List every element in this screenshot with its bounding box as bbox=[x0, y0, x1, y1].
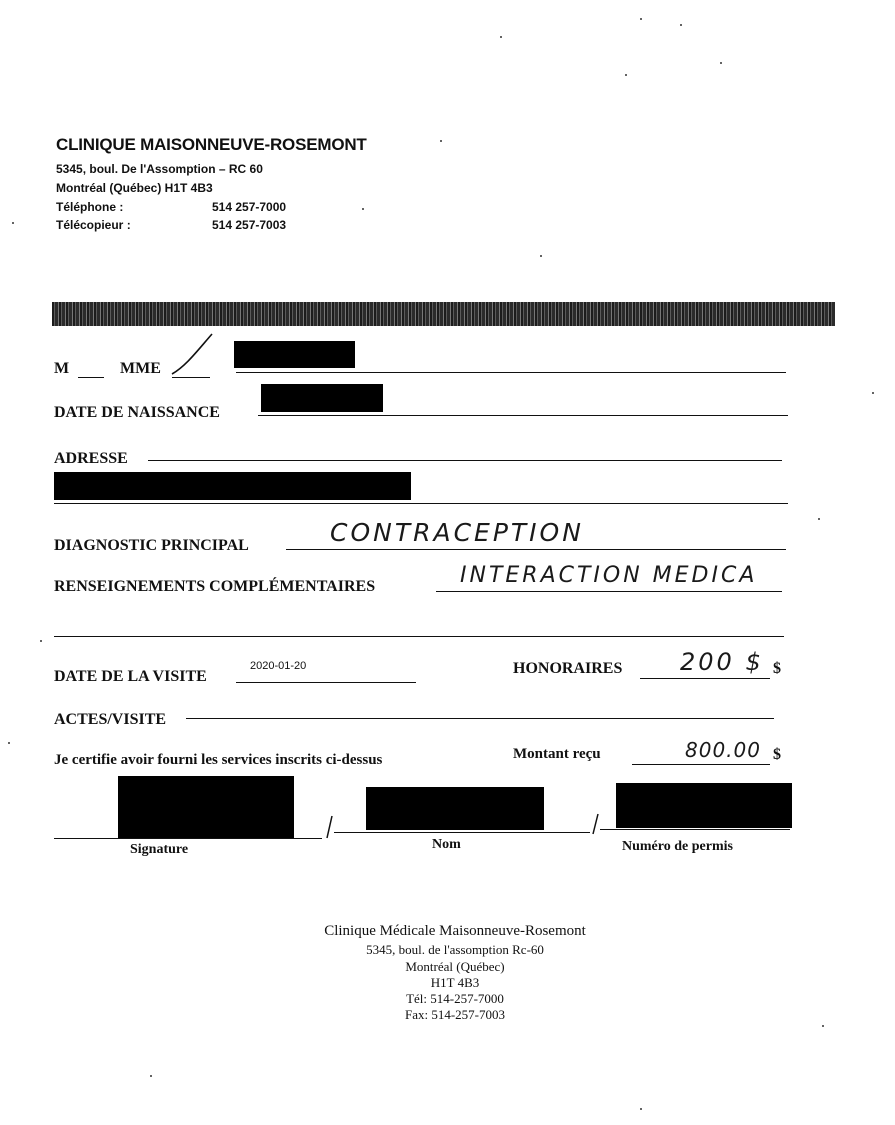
diagnosis-label: DIAGNOSTIC PRINCIPAL bbox=[54, 537, 249, 554]
scan-speck bbox=[625, 74, 627, 76]
mme-label: MME bbox=[120, 360, 161, 377]
fees-value: 200 $ bbox=[680, 648, 764, 676]
scan-speck bbox=[680, 24, 682, 26]
fees-label: HONORAIRES bbox=[513, 660, 623, 677]
scan-speck bbox=[818, 518, 820, 520]
m-line bbox=[78, 377, 104, 378]
extra-info-line bbox=[436, 591, 782, 592]
acts-label: ACTES/VISITE bbox=[54, 711, 167, 728]
redacted-birthdate bbox=[261, 384, 383, 412]
separator-slash-icon bbox=[588, 812, 604, 836]
scan-speck bbox=[8, 742, 10, 744]
phone-value: 514 257-7000 bbox=[212, 200, 287, 214]
fees-currency: $ bbox=[773, 660, 781, 677]
footer-fax: Fax: 514-257-7003 bbox=[404, 1007, 506, 1022]
fax-label: Télécopieur : bbox=[56, 218, 131, 232]
scan-speck bbox=[150, 1075, 152, 1077]
scan-speck bbox=[40, 640, 42, 642]
scan-speck bbox=[440, 140, 442, 142]
footer-postal: H1T 4B3 bbox=[430, 975, 480, 990]
scan-speck bbox=[540, 255, 542, 257]
acts-line bbox=[186, 718, 774, 719]
separator-slash-icon bbox=[322, 814, 338, 840]
redacted-name-field bbox=[366, 787, 544, 830]
clinic-address: 5345, boul. De l'Assomption – RC 60 bbox=[56, 162, 263, 176]
signature-label: Signature bbox=[130, 842, 189, 857]
certify-text: Je certifie avoir fourni les services inscrits ci-dessus bbox=[54, 752, 383, 768]
visit-date-line bbox=[236, 682, 416, 683]
extra-info-line-2 bbox=[54, 636, 784, 637]
name-field-line bbox=[334, 832, 590, 833]
redacted-signature bbox=[118, 776, 294, 838]
amount-currency: $ bbox=[773, 746, 781, 763]
birthdate-label: DATE DE NAISSANCE bbox=[54, 404, 220, 421]
birthdate-line bbox=[258, 415, 788, 416]
header-band bbox=[52, 302, 835, 326]
phone-label: Téléphone : bbox=[56, 200, 124, 214]
footer-city: Montréal (Québec) bbox=[405, 959, 505, 974]
amount-line bbox=[632, 764, 770, 765]
scan-speck bbox=[640, 1108, 642, 1110]
redacted-address bbox=[54, 472, 411, 500]
extra-info-value: INTERACTION MEDICA bbox=[460, 563, 758, 588]
checkmark-icon bbox=[168, 330, 218, 378]
fees-line bbox=[640, 678, 770, 679]
amount-label: Montant reçu bbox=[513, 746, 601, 762]
redacted-permit bbox=[616, 783, 792, 828]
extra-info-label: RENSEIGNEMENTS COMPLÉMENTAIRES bbox=[54, 578, 376, 595]
amount-value: 800.00 bbox=[685, 738, 761, 762]
scan-speck bbox=[12, 222, 14, 224]
signature-line bbox=[54, 838, 322, 839]
scan-speck bbox=[640, 18, 642, 20]
permit-line bbox=[600, 829, 790, 830]
footer-title: Clinique Médicale Maisonneuve-Rosemont bbox=[324, 923, 586, 939]
clinic-name: CLINIQUE MAISONNEUVE-ROSEMONT bbox=[56, 135, 367, 154]
address-line-2 bbox=[54, 503, 788, 504]
footer-phone: Tél: 514-257-7000 bbox=[406, 991, 504, 1006]
clinic-city: Montréal (Québec) H1T 4B3 bbox=[56, 181, 213, 195]
name-line bbox=[236, 372, 786, 373]
name-label: Nom bbox=[432, 837, 461, 852]
scan-speck bbox=[872, 392, 874, 394]
scan-speck bbox=[500, 36, 502, 38]
footer-address: 5345, boul. de l'assomption Rc-60 bbox=[366, 942, 544, 957]
address-line bbox=[148, 460, 782, 461]
diagnosis-line bbox=[286, 549, 786, 550]
scan-speck bbox=[822, 1025, 824, 1027]
fax-value: 514 257-7003 bbox=[212, 218, 287, 232]
diagnosis-value: CONTRACEPTION bbox=[330, 518, 584, 547]
permit-label: Numéro de permis bbox=[622, 839, 733, 854]
scan-speck bbox=[362, 208, 364, 210]
m-label: M bbox=[54, 360, 70, 377]
redacted-name bbox=[234, 341, 355, 368]
visit-date-label: DATE DE LA VISITE bbox=[54, 668, 207, 685]
visit-date-value: 2020-01-20 bbox=[250, 660, 307, 672]
address-label: ADRESSE bbox=[54, 450, 128, 467]
scan-speck bbox=[720, 62, 722, 64]
